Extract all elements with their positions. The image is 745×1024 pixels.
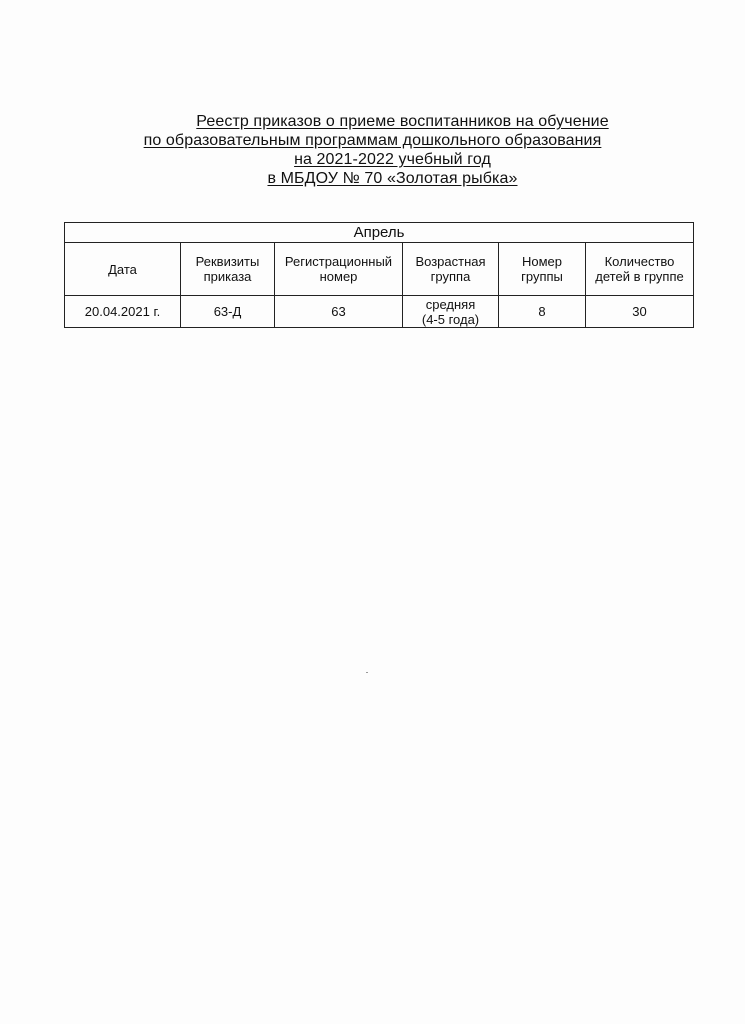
title-line-3: на 2021-2022 учебный год: [294, 151, 491, 168]
month-header-row: [65, 223, 694, 243]
month-header: Апрель: [65, 223, 694, 243]
column-header-age-group: Возрастная группа: [403, 243, 499, 296]
table-row: [65, 296, 694, 328]
cell-order: 63-Д: [181, 296, 275, 328]
column-header-children-count: Количество детей в группе: [586, 243, 694, 296]
age-group-name: средняя: [425, 296, 476, 312]
column-header-date: Дата: [65, 243, 181, 296]
column-header-reg-number: Регистрационный номер: [275, 243, 403, 296]
cell-age-group: [403, 296, 499, 328]
title-line-4: в МБДОУ № 70 «Золотая рыбка»: [267, 170, 518, 187]
age-group-range: (4-5 года): [421, 311, 480, 327]
cell-date: 20.04.2021 г.: [65, 296, 181, 328]
cell-reg-number: 63: [275, 296, 403, 328]
column-header-order: Реквизиты приказа: [181, 243, 275, 296]
orders-register-table: [64, 222, 694, 328]
column-header-group-number: Номер группы: [499, 243, 586, 296]
column-header-row: [65, 243, 694, 296]
title-line-1: Реестр приказов о приеме воспитанников на обучение: [196, 113, 609, 130]
cell-children-count: 30: [586, 296, 694, 328]
document-title: [0, 112, 745, 188]
title-line-2: по образовательным программам дошкольного образования: [143, 132, 602, 149]
scan-speck: [366, 672, 368, 673]
cell-group-number: 8: [499, 296, 586, 328]
